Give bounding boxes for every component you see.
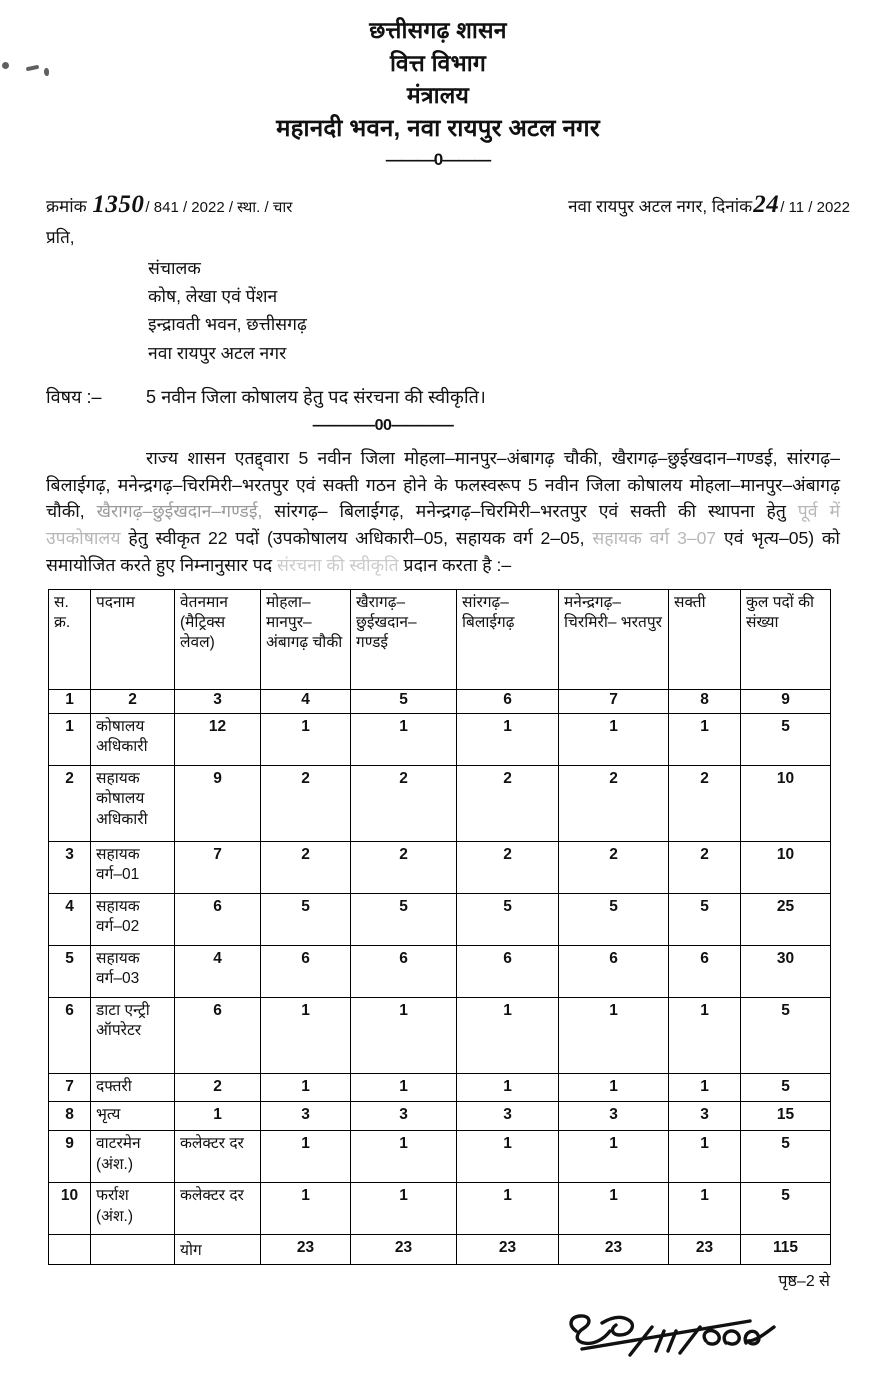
- cell-sakti: 6: [669, 945, 741, 997]
- colnum: 2: [91, 689, 175, 713]
- colnum: 5: [351, 689, 457, 713]
- table-column-number-row: [49, 689, 831, 713]
- table-row: [49, 1073, 831, 1102]
- addressee-block: [0, 254, 876, 367]
- cell-post: [91, 1235, 175, 1265]
- reference-label: क्रमांक: [46, 197, 87, 217]
- cell-serial: 10: [49, 1183, 91, 1235]
- cell-serial: 9: [49, 1131, 91, 1183]
- cell-mohla: 2: [261, 765, 351, 841]
- cell-sarangarh: 1: [457, 1073, 559, 1102]
- cell-manendragarh: 1: [559, 1131, 669, 1183]
- cell-sakti: 3: [669, 1102, 741, 1131]
- cell-manendragarh: 2: [559, 765, 669, 841]
- scan-artifact: [2, 62, 9, 69]
- cell-sarangarh: 1: [457, 1183, 559, 1235]
- th-post-name: पदनाम: [91, 589, 175, 689]
- cell-khairagarh: 3: [351, 1102, 457, 1131]
- reference-number-rest: / 841 / 2022 / स्था. / चार: [145, 199, 293, 217]
- cell-sakti: 1: [669, 997, 741, 1073]
- government-name: छत्तीसगढ़ शासन: [369, 17, 507, 43]
- header-separator: ———0———: [385, 150, 491, 170]
- cell-post: दफ्तरी: [91, 1073, 175, 1102]
- office-address: महानदी भवन, नवा रायपुर अटल नगर: [276, 114, 600, 142]
- cell-serial: 7: [49, 1073, 91, 1102]
- table-header-row: [49, 589, 831, 689]
- cell-manendragarh: 1: [559, 1073, 669, 1102]
- cell-mohla: 1: [261, 713, 351, 765]
- posts-table-container: [48, 589, 830, 1266]
- table-row: [49, 945, 831, 997]
- cell-post: फर्राश (अंश.): [91, 1183, 175, 1235]
- cell-manendragarh: 5: [559, 893, 669, 945]
- th-district-mohla: मोहला– मानपुर– अंबागढ़ चौकी: [261, 589, 351, 689]
- document-header: [0, 0, 876, 170]
- cell-sarangarh: 1: [457, 997, 559, 1073]
- table-row: [49, 1183, 831, 1235]
- addressee-line: संचालक: [148, 257, 201, 278]
- table-row: [49, 841, 831, 893]
- colnum: 4: [261, 689, 351, 713]
- cell-manendragarh: 1: [559, 1183, 669, 1235]
- cell-khairagarh: 1: [351, 1183, 457, 1235]
- cell-mohla: 1: [261, 997, 351, 1073]
- cell-post: कोषालय अधिकारी: [91, 713, 175, 765]
- cell-manendragarh: 6: [559, 945, 669, 997]
- colnum: 8: [669, 689, 741, 713]
- cell-sarangarh: 1: [457, 1131, 559, 1183]
- cell-total: 5: [741, 1073, 831, 1102]
- cell-total: 15: [741, 1102, 831, 1131]
- cell-sakti: 1: [669, 1183, 741, 1235]
- cell-sarangarh: 6: [457, 945, 559, 997]
- cell-grand-total: 115: [741, 1235, 831, 1265]
- page-continuation-note: पृष्ठ–2 से: [778, 1273, 830, 1291]
- subject-label: विषय :–: [46, 386, 102, 407]
- secretariat-name: मंत्रालय: [406, 82, 470, 109]
- cell-khairagarh: 1: [351, 1131, 457, 1183]
- cell-total: 30: [741, 945, 831, 997]
- cell-mohla: 2: [261, 841, 351, 893]
- body-text: [0, 445, 876, 579]
- cell-total-label: योग: [175, 1235, 261, 1265]
- table-row: [49, 997, 831, 1073]
- issue-date-day-handwritten: 24: [753, 191, 780, 219]
- cell-total: 10: [741, 765, 831, 841]
- cell-manendragarh: 1: [559, 997, 669, 1073]
- to-label: प्रति,: [46, 227, 75, 247]
- table-row: [49, 713, 831, 765]
- posts-table: [48, 589, 831, 1266]
- subject-separator: ————00————: [312, 416, 454, 434]
- cell-pay: कलेक्टर दर: [175, 1183, 261, 1235]
- cell-khairagarh: 6: [351, 945, 457, 997]
- colnum: 7: [559, 689, 669, 713]
- subject-row: [0, 385, 876, 409]
- table-row: [49, 1131, 831, 1183]
- cell-sarangarh: 5: [457, 893, 559, 945]
- cell-manendragarh: 2: [559, 841, 669, 893]
- cell-serial: 1: [49, 713, 91, 765]
- cell-post: वाटरमेन (अंश.): [91, 1131, 175, 1183]
- colnum: 3: [175, 689, 261, 713]
- cell-serial: [49, 1235, 91, 1265]
- cell-post: सहायक वर्ग–01: [91, 841, 175, 893]
- cell-sakti: 1: [669, 1073, 741, 1102]
- cell-mohla: 1: [261, 1131, 351, 1183]
- th-serial: स. क्र.: [49, 589, 91, 689]
- cell-sakti-total: 23: [669, 1235, 741, 1265]
- table-row: [49, 1102, 831, 1131]
- handwritten-signature-icon: [560, 1297, 810, 1367]
- issue-date-rest: / 11 / 2022: [780, 199, 850, 217]
- cell-pay: 12: [175, 713, 261, 765]
- cell-khairagarh: 2: [351, 765, 457, 841]
- cell-total: 5: [741, 1131, 831, 1183]
- cell-post: सहायक वर्ग–03: [91, 945, 175, 997]
- reference-row: [0, 186, 876, 224]
- cell-total: 25: [741, 893, 831, 945]
- cell-pay: 6: [175, 997, 261, 1073]
- cell-manendragarh-total: 23: [559, 1235, 669, 1265]
- cell-manendragarh: 1: [559, 713, 669, 765]
- cell-mohla-total: 23: [261, 1235, 351, 1265]
- cell-mohla: 5: [261, 893, 351, 945]
- cell-serial: 5: [49, 945, 91, 997]
- cell-sarangarh: 1: [457, 713, 559, 765]
- cell-sarangarh: 3: [457, 1102, 559, 1131]
- cell-post: डाटा एन्ट्री ऑपरेटर: [91, 997, 175, 1073]
- cell-pay: कलेक्टर दर: [175, 1131, 261, 1183]
- cell-post: भृत्य: [91, 1102, 175, 1131]
- department-name: वित्त विभाग: [389, 49, 487, 76]
- th-pay-level: वेतनमान (मैट्रिक्स लेवल): [175, 589, 261, 689]
- reference-number-block: [46, 186, 292, 224]
- scan-artifact: [44, 68, 49, 76]
- cell-serial: 4: [49, 893, 91, 945]
- table-total-row: [49, 1235, 831, 1265]
- cell-pay: 9: [175, 765, 261, 841]
- th-district-manendragarh: मनेन्द्रगढ़– चिरमिरी– भरतपुर: [559, 589, 669, 689]
- th-district-sakti: सक्ती: [669, 589, 741, 689]
- cell-khairagarh: 1: [351, 997, 457, 1073]
- cell-khairagarh: 1: [351, 1073, 457, 1102]
- addressee-line: नवा रायपुर अटल नगर: [148, 342, 287, 363]
- body-paragraph: राज्य शासन एतद्द्वारा 5 नवीन जिला मोहला–मानपुर–अंबागढ़ चौकी, खैरागढ़–छुईखदान–गण्डई, सांरगढ़–बिलाईगढ़, मनेन्द्रगढ़–चिरमिरी–भरतपुर एवं सक्ती गठन होने के फलस्वरूप 5 नवीन जिला कोषालय मोहला–मानपुर–अंबागढ़ चौकी, खैरागढ़–छुईखदान–गण्डई, सांरगढ़– बिलाईगढ़, मनेन्द्रगढ़–चिरमिरी–भरतपुर एवं सक्ती की स्थापना हेतु पूर्व में उपकोषालय हेतु स्वीकृत 22 पदों (उपकोषालय अधिकारी–05, सहायक वर्ग 2–05, सहायक वर्ग 3–07 एवं भृत्य–05) को समायोजित करते हुए निम्नानुसार पद संरचना की स्वीकृति प्रदान करता है :–: [46, 447, 840, 575]
- place-date-block: [568, 186, 850, 224]
- cell-total: 5: [741, 713, 831, 765]
- th-district-sarangarh: सांरगढ़– बिलाईगढ़: [457, 589, 559, 689]
- cell-sarangarh: 2: [457, 765, 559, 841]
- cell-serial: 2: [49, 765, 91, 841]
- cell-pay: 4: [175, 945, 261, 997]
- cell-mohla: 6: [261, 945, 351, 997]
- cell-mohla: 1: [261, 1183, 351, 1235]
- cell-serial: 8: [49, 1102, 91, 1131]
- reference-number-handwritten: 1350: [92, 191, 145, 219]
- cell-khairagarh: 2: [351, 841, 457, 893]
- cell-post: सहायक कोषालय अधिकारी: [91, 765, 175, 841]
- addressee-line: कोष, लेखा एवं पेंशन: [148, 285, 278, 306]
- cell-sakti: 2: [669, 841, 741, 893]
- cell-khairagarh-total: 23: [351, 1235, 457, 1265]
- subject-text: 5 नवीन जिला कोषालय हेतु पद संरचना की स्वीकृति।: [146, 386, 486, 407]
- cell-serial: 6: [49, 997, 91, 1073]
- cell-pay: 2: [175, 1073, 261, 1102]
- cell-pay: 1: [175, 1102, 261, 1131]
- table-row: [49, 893, 831, 945]
- colnum: 1: [49, 689, 91, 713]
- colnum: 6: [457, 689, 559, 713]
- colnum: 9: [741, 689, 831, 713]
- cell-sakti: 5: [669, 893, 741, 945]
- cell-sarangarh-total: 23: [457, 1235, 559, 1265]
- cell-manendragarh: 3: [559, 1102, 669, 1131]
- cell-sakti: 1: [669, 1131, 741, 1183]
- cell-khairagarh: 5: [351, 893, 457, 945]
- cell-total: 5: [741, 1183, 831, 1235]
- cell-total: 10: [741, 841, 831, 893]
- cell-mohla: 3: [261, 1102, 351, 1131]
- cell-pay: 6: [175, 893, 261, 945]
- cell-post: सहायक वर्ग–02: [91, 893, 175, 945]
- cell-sakti: 1: [669, 713, 741, 765]
- signature-block: [0, 1291, 876, 1369]
- cell-sarangarh: 2: [457, 841, 559, 893]
- addressee-line: इन्द्रावती भवन, छत्तीसगढ़: [148, 314, 307, 335]
- cell-total: 5: [741, 997, 831, 1073]
- cell-sakti: 2: [669, 765, 741, 841]
- cell-khairagarh: 1: [351, 713, 457, 765]
- cell-pay: 7: [175, 841, 261, 893]
- cell-mohla: 1: [261, 1073, 351, 1102]
- issue-place: नवा रायपुर अटल नगर, दिनांक: [568, 197, 753, 217]
- cell-serial: 3: [49, 841, 91, 893]
- table-row: [49, 765, 831, 841]
- th-total-posts: कुल पदों की संख्या: [741, 589, 831, 689]
- th-district-khairagarh: खैरागढ़– छुईखदान– गण्डई: [351, 589, 457, 689]
